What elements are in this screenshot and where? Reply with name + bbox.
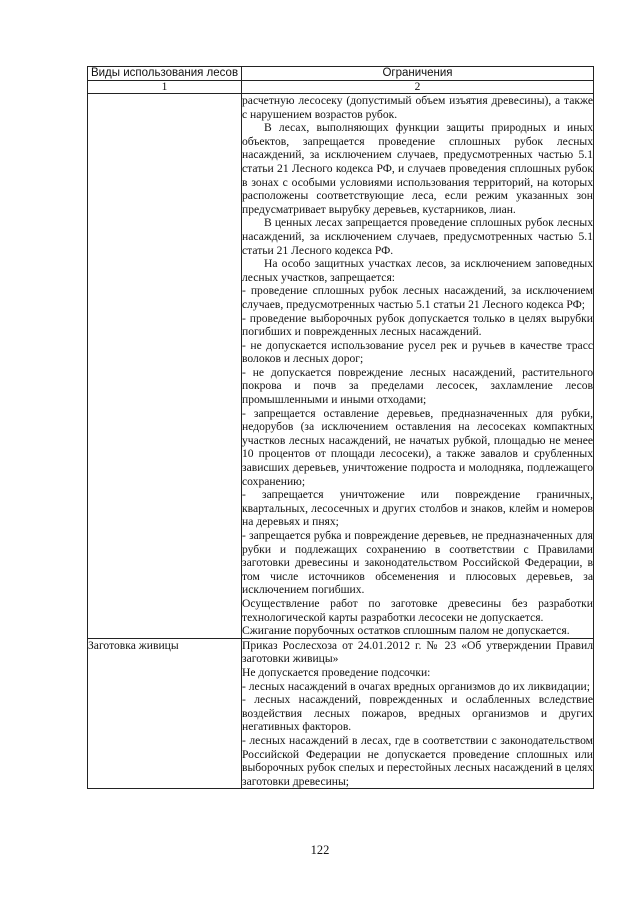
restrictions-table [87, 66, 594, 789]
usage-cell: Заготовка живицы [88, 638, 242, 789]
paragraph: - лесных насаждений в лесах, где в соответствии с законодательством Российской Федерации не допускается проведение сплошных или выборочных рубок спелых и перестойных лесных насаждений в целях заготовки древесины; [242, 733, 593, 788]
paragraph: - не допускается повреждение лесных насаждений, растительного покрова и почв за пределами лесосек, захламление лесов промышленными и иными отходами; [242, 365, 593, 407]
paragraph: - проведение выборочных рубок допускается только в целях вырубки погибших и поврежденных лесных насаждений. [242, 311, 593, 339]
header-col-restrictions: Ограничения [242, 67, 594, 81]
restrictions-cell [242, 638, 594, 789]
table-number-row [88, 81, 594, 94]
paragraph: - лесных насаждений, поврежденных и ослабленных вследствие воздействия лесных пожаров, вредных организмов и других негативных факторов. [242, 693, 593, 734]
paragraph: - лесных насаждений в очагах вредных организмов до их ликвидации; [242, 679, 590, 693]
paragraph: В лесах, выполняющих функции защиты природных и иных объектов, запрещается проведение сплошных рубок лесных насаждений, за исключением случаев, предусмотренных частью 5.1 статьи 21 Лесного кодекса РФ, и случаев проведения сплошных рубок в зонах с особыми условиями использования территорий, на которых расположены соответствующие леса, если режим указанных зон предусматривает вырубку деревьев, кустарников, лиан. [242, 121, 593, 216]
paragraph: Не допускается проведение подсочки: [242, 665, 431, 679]
column-number-2: 2 [242, 81, 594, 94]
paragraph: - проведение сплошных рубок лесных насаждений, за исключением случаев, предусмотренных частью 5.1 статьи 21 Лесного кодекса РФ; [242, 284, 593, 311]
paragraph: - запрещается уничтожение или повреждение граничных, квартальных, лесосечных и других столбов и знаков, клейм и номеров на деревьях и пнях; [242, 488, 593, 529]
paragraph: В ценных лесах запрещается проведение сплошных рубок лесных насаждений, за исключением случаев, предусмотренных частью 5.1 статьи 21 Лесного кодекса РФ. [242, 216, 593, 257]
paragraph: Приказ Рослесхоза от 24.01.2012 г. № 23 «Об утверждении Правил заготовки живицы» [242, 638, 593, 666]
restrictions-cell [242, 94, 594, 639]
table-row [88, 94, 594, 639]
paragraph: - не допускается использование русел рек и ручьев в качестве трасс волоков и лесных дорог; [242, 338, 593, 366]
paragraph: расчетную лесосеку (допустимый объем изъятия древесины), а также с нарушением возрастов рубок. [242, 94, 593, 121]
paragraph: На особо защитных участках лесов, за исключением заповедных лесных участков, запрещается: [242, 257, 593, 284]
paragraph: Сжигание порубочных остатков сплошным палом не допускается. [242, 624, 570, 638]
paragraph: - запрещается оставление деревьев, предназначенных для рубки, недорубов (за исключением оставления на лесосеках компактных участков лесных насаждений, не начатых рубкой, площадью не менее 10 процентов от площади лесосеки), а также завалов и срубленных зависших деревьев, уничтожение подроста и молодняка, подлежащего сохранению; [242, 406, 593, 488]
usage-cell [88, 94, 242, 639]
table-header-row [88, 67, 594, 81]
header-col-usage: Виды использования лесов [88, 67, 242, 81]
paragraph: - запрещается рубка и повреждение деревьев, не предназначенных для рубки и подлежащих сохранению в соответствии с Правилами заготовки древесины и законодательством Российской Федерации, в том числе источников обсеменения и плюсовых деревьев, за исключением погибших. [242, 529, 593, 597]
table-row [88, 638, 594, 789]
column-number-1: 1 [88, 81, 242, 94]
paragraph: Осуществление работ по заготовке древесины без разработки технологической карты разработки лесосеки не допускается. [242, 596, 593, 624]
page-number: 122 [310, 843, 330, 857]
